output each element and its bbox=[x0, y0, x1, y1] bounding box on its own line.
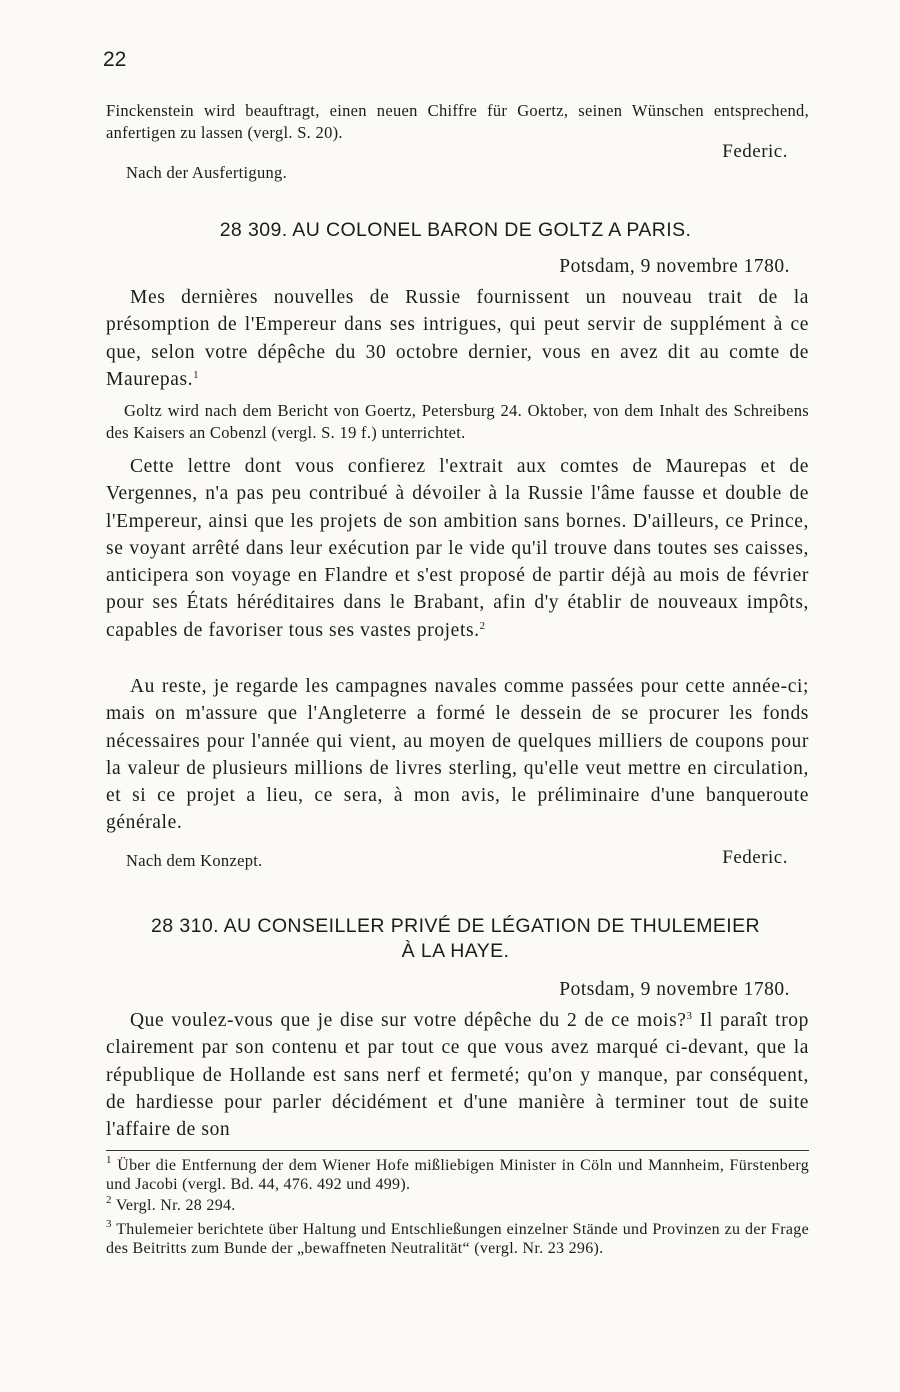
footnote-text: Thulemeier berichtete über Haltung und Entschließungen einzelner Stände und Provinzen zu der Frage des Beitritts zum Bunde der „bewaffneten Neutralität“ (vergl. Nr. 23 296). bbox=[106, 1221, 809, 1257]
footnote-ref: 3 bbox=[686, 1010, 693, 1022]
intro-note: Finckenstein wird beauftragt, einen neuen Chiffre für Goertz, seinen Wünschen entsprechend, anfertigen zu lassen (vergl. S. 20). bbox=[106, 101, 809, 142]
letter1-paragraph-3: Au reste, je regarde les campagnes navales comme passées pour cette année-ci; mais on m'assure que l'Angleterre a formé le dessein de se procurer les fonds nécessaires pour l'année qui vient, au moyen de quelques milliers de coupons pour la valeur de plusieurs millions de livres sterling, qu'elle veut mettre en circulation, et si ce projet a lieu, ce sera, à mon avis, le préliminaire d'une banqueroute générale. bbox=[106, 676, 809, 834]
letter1-note: Goltz wird nach dem Bericht von Goertz, Petersburg 24. Oktober, von dem Inhalt des Schreibens des Kaisers an Cobenzl (vergl. S. 19 f.) unterrichtet. bbox=[106, 401, 809, 442]
letter1-source: Nach dem Konzept. bbox=[126, 851, 263, 870]
letter1-dateline: Potsdam, 9 novembre 1780. bbox=[559, 256, 790, 277]
letter1-heading: 28 309. AU COLONEL BARON DE GOLTZ A PARIS. bbox=[219, 219, 692, 241]
footnote-1 bbox=[106, 1156, 809, 1194]
letter2-heading-line-2: À LA HAYE. bbox=[401, 940, 510, 962]
intro-source: Nach der Ausfertigung. bbox=[126, 163, 288, 182]
footnote-mark: 3 bbox=[106, 1218, 112, 1230]
letter2-heading-line-1: 28 310. AU CONSEILLER PRIVÉ DE LÉGATION DE THULEMEIER bbox=[151, 915, 760, 937]
letter2-dateline: Potsdam, 9 novembre 1780. bbox=[559, 979, 790, 1000]
footnote-text: Über die Entfernung der dem Wiener Hofe mißliebigen Minister in Cöln und Mannheim, Fürstenberg und Jacobi (vergl. Bd. 44, 476. 492 und 499). bbox=[106, 1157, 809, 1193]
footnote-3 bbox=[106, 1220, 809, 1258]
footnote-mark: 1 bbox=[106, 1154, 112, 1166]
footnote-text: Vergl. Nr. 28 294. bbox=[111, 1197, 236, 1214]
paragraph-text: Cette lettre dont vous confierez l'extrait aux comtes de Maurepas et de Vergennes, n'a pas peu contribué à dévoiler à la Russie l'âme fausse et double de l'Empereur, ainsi que les projets de son ambition sans bornes. D'ailleurs, ce Prince, se voyant arrêté dans leur exécution par le vide qu'il trouve dans toutes ses caisses, anticipera son voyage en Flandre et s'est proposé de partir déjà au mois de février pour ses États héréditaires dans le Brabant, afin d'y établir de nouveaux impôts, capables de favoriser tous ses vastes projets. bbox=[106, 456, 809, 641]
letter2-heading bbox=[103, 914, 808, 964]
intro-signature: Federic. bbox=[722, 141, 788, 162]
footnote-2 bbox=[106, 1196, 809, 1215]
letter1-signature: Federic. bbox=[722, 847, 788, 868]
paragraph-text: Il paraît trop clairement par son contenu et par tout ce que vous avez marqué ci-devant, que la république de Hollande est sans nerf et fermeté; qu'on y manque, par conséquent, de hardiesse pour parler décidément et d'une manière à terminer tout de suite l'affaire de son bbox=[106, 1010, 809, 1141]
paragraph-text: Que voulez-vous que je dise sur votre dépêche du 2 de ce mois? bbox=[130, 1010, 687, 1031]
page-number: 22 bbox=[103, 48, 127, 71]
letter1-paragraph-1 bbox=[106, 284, 809, 393]
letter1-paragraph-2 bbox=[106, 453, 809, 644]
footnote-ref: 1 bbox=[193, 368, 200, 381]
paragraph-text: Mes dernières nouvelles de Russie fournissent un nouveau trait de la présomption de l'Empereur dans ses intrigues, qui peut servir de supplément à ce que, selon votre dépêche du 30 octobre dernier, vous en avez dit au comte de Maurepas. bbox=[106, 287, 809, 390]
footnote-mark: 2 bbox=[106, 1194, 112, 1206]
letter2-paragraph-1 bbox=[106, 1007, 809, 1143]
footnote-divider bbox=[106, 1150, 809, 1151]
footnote-ref: 2 bbox=[479, 619, 486, 632]
